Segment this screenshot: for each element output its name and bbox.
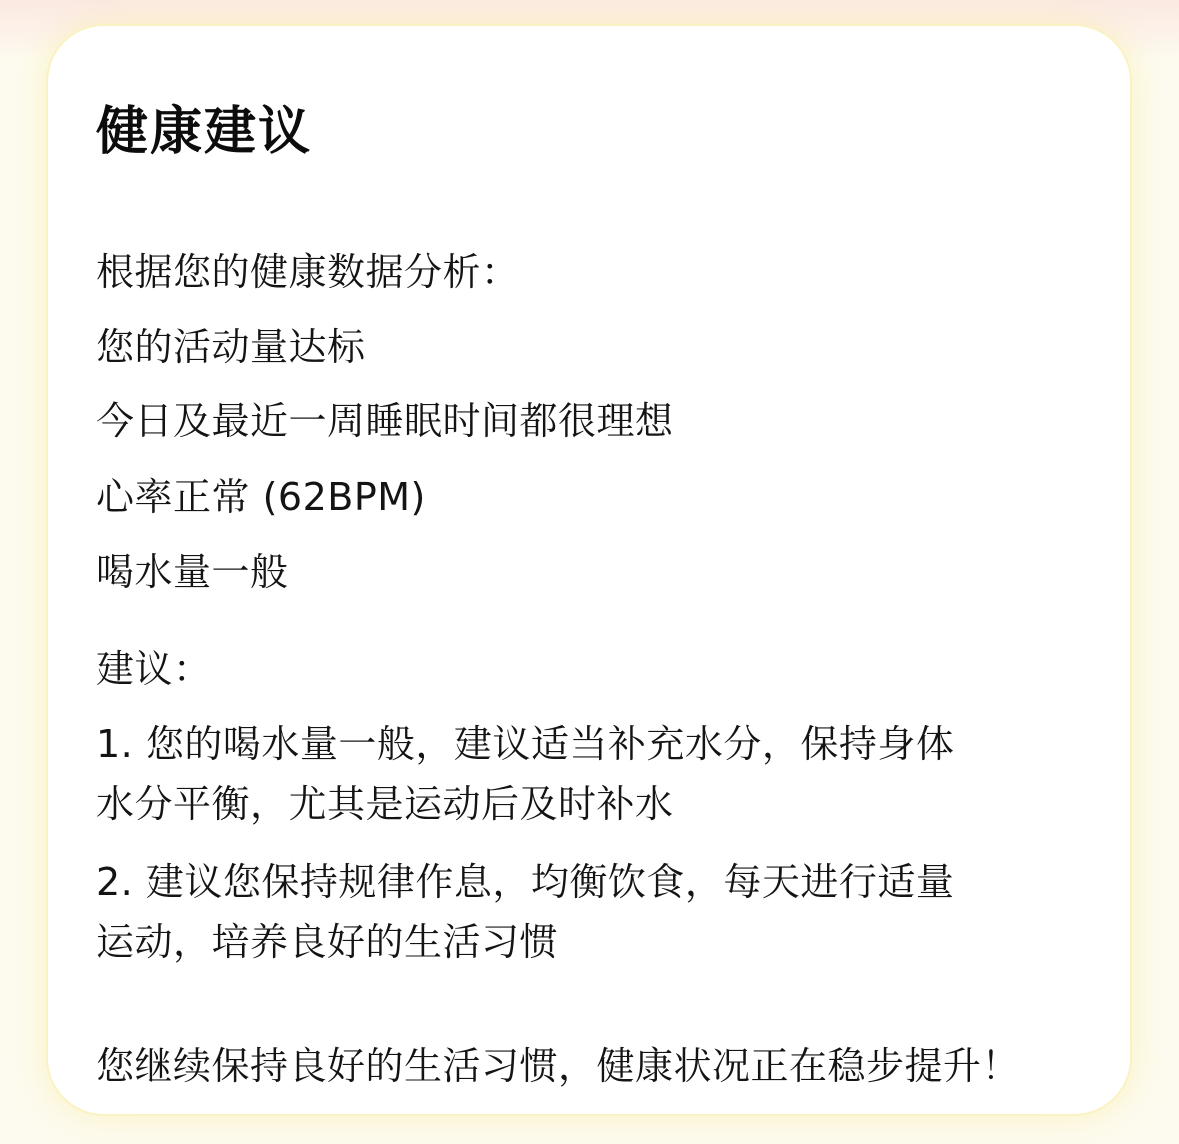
closing-message: 您继续保持良好的生活习惯，健康状况正在稳步提升！: [96, 1044, 1021, 1088]
analysis-item-water: 喝水量一般: [96, 550, 289, 594]
suggestion-1-line-2: 水分平衡，尤其是运动后及时补水: [96, 782, 674, 826]
suggestion-2-line-2: 运动，培养良好的生活习惯: [96, 920, 559, 964]
suggestions-heading: 建议：: [96, 647, 212, 691]
suggestion-2-line-1: 2. 建议您保持规律作息，均衡饮食，每天进行适量: [96, 860, 955, 904]
health-advice-card: [48, 26, 1130, 1114]
suggestion-1-line-1: 1. 您的喝水量一般，建议适当补充水分，保持身体: [96, 722, 955, 766]
analysis-item-sleep: 今日及最近一周睡眠时间都很理想: [96, 399, 674, 443]
analysis-item-activity: 您的活动量达标: [96, 325, 366, 369]
analysis-intro: 根据您的健康数据分析：: [96, 250, 520, 294]
analysis-item-heart-rate: 心率正常 (62BPM): [96, 475, 426, 519]
card-title: 健康建议: [96, 102, 313, 162]
